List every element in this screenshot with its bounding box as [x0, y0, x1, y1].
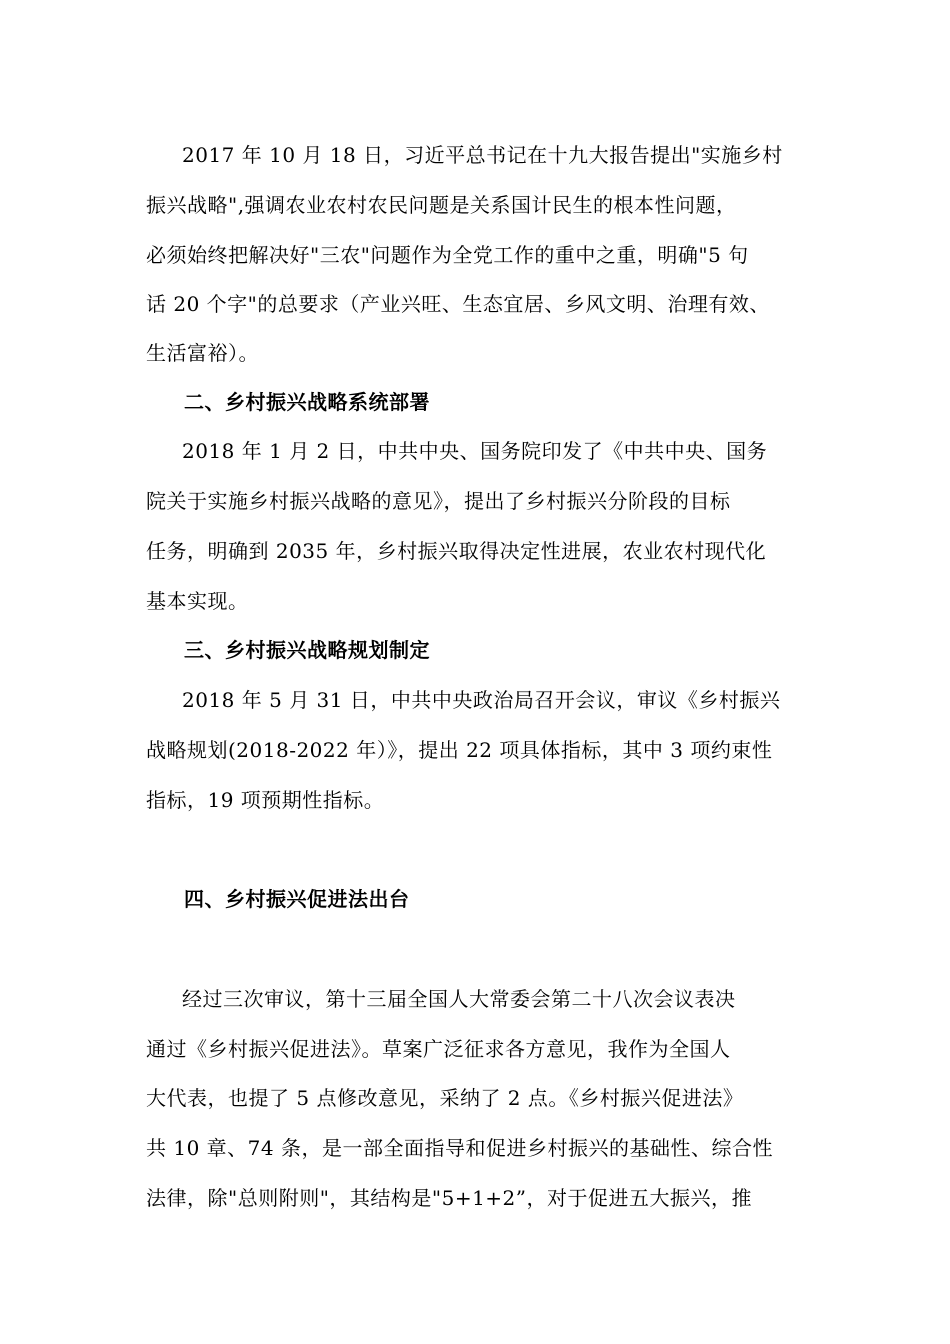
- paragraph-1-line-4: 话 20 个字"的总要求（产业兴旺、生态宜居、乡风文明、治理有效、: [146, 292, 770, 316]
- paragraph-4-line-2: 通过《乡村振兴促进法》。草案广泛征求各方意见，我作为全国人: [146, 1037, 731, 1061]
- paragraph-4-line-4: 共 10 章、74 条，是一部全面指导和促进乡村振兴的基础性、综合性: [146, 1136, 773, 1160]
- paragraph-4-line-5: 法律，除"总则附则"，其结构是"5+1+2”，对于促进五大振兴，推: [146, 1186, 753, 1210]
- paragraph-1-line-1: 2017 年 10 月 18 日，习近平总书记在十九大报告提出"实施乡村: [182, 143, 783, 167]
- paragraph-1-line-3: 必须始终把解决好"三农"问题作为全党工作的重中之重，明确"5 句: [146, 243, 749, 267]
- paragraph-2-line-4: 基本实现。: [146, 589, 249, 613]
- section-heading-3: 三、乡村振兴战略规划制定: [184, 638, 430, 662]
- paragraph-4-line-1: 经过三次审议，第十三届全国人大常委会第二十八次会议表决: [182, 987, 736, 1011]
- paragraph-2-line-2: 院关于实施乡村振兴战略的意见》，提出了乡村振兴分阶段的目标: [146, 489, 731, 513]
- paragraph-2-line-3: 任务，明确到 2035 年，乡村振兴取得决定性进展，农业农村现代化: [146, 539, 767, 563]
- section-heading-2: 二、乡村振兴战略系统部署: [184, 390, 430, 414]
- paragraph-3-line-2: 战略规划(2018-2022 年）》，提出 22 项具体指标，其中 3 项约束性: [146, 738, 773, 762]
- paragraph-1-line-2: 振兴战略",强调农业农村农民问题是关系国计民生的根本性问题，: [146, 193, 737, 217]
- paragraph-4-line-3: 大代表，也提了 5 点修改意见，采纳了 2 点。《乡村振兴促进法》: [146, 1086, 744, 1110]
- paragraph-3-line-1: 2018 年 5 月 31 日，中共中央政治局召开会议，审议《乡村振兴: [182, 688, 781, 712]
- paragraph-2-line-1: 2018 年 1 月 2 日，中共中央、国务院印发了《中共中央、国务: [182, 439, 768, 463]
- paragraph-1-line-5: 生活富裕）。: [146, 341, 259, 365]
- paragraph-3-line-3: 指标，19 项预期性指标。: [146, 788, 385, 812]
- section-heading-4: 四、乡村振兴促进法出台: [184, 887, 410, 911]
